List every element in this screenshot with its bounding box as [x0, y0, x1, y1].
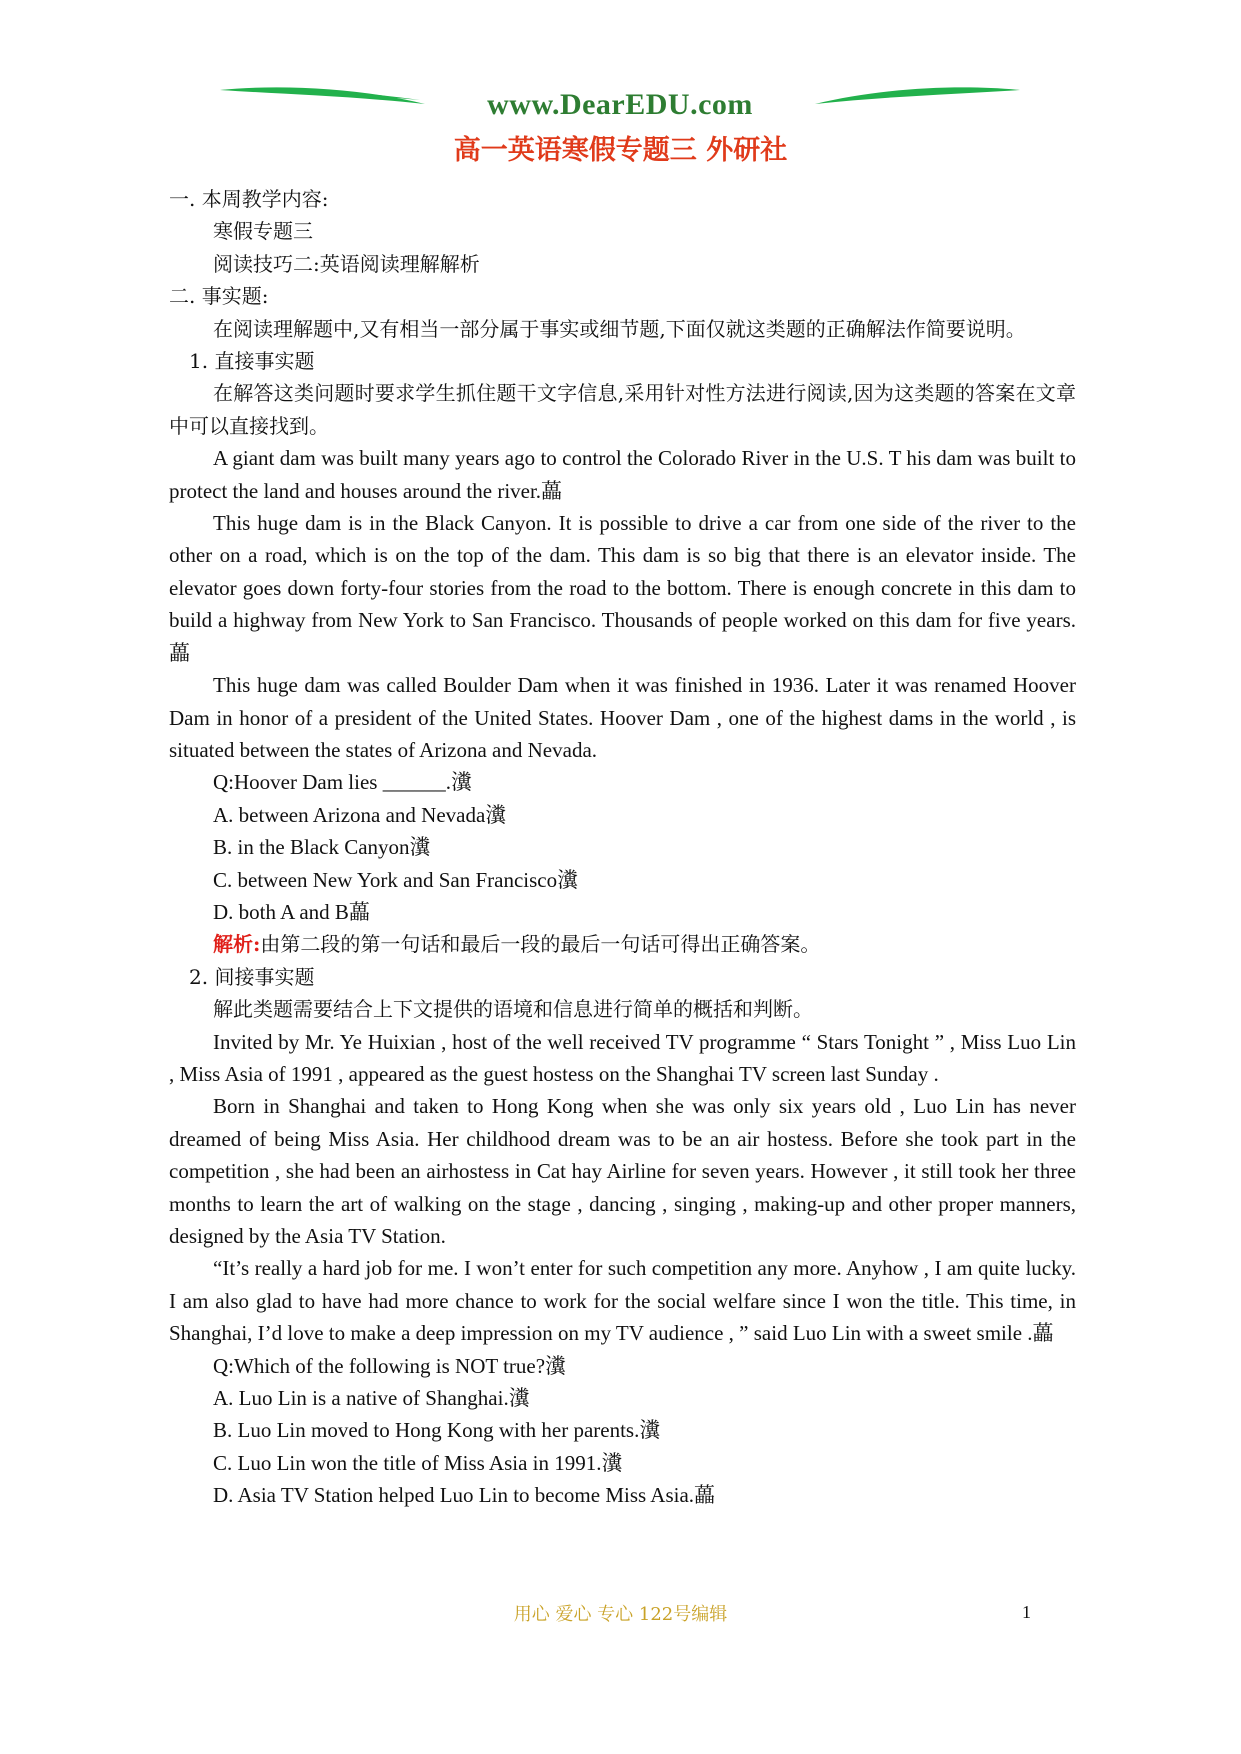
section2-intro: 在阅读理解题中,又有相当一部分属于事实或细节题,下面仅就这类题的正确解法作简要说明。 [213, 316, 1026, 341]
question2: Q:Which of the following is NOT true?瀵 [213, 1353, 567, 1378]
site-name: www.DearEDU.com [487, 88, 753, 121]
section1-line1: 寒假专题三 [213, 219, 313, 244]
explanation-text: 由第二段的第一句话和最后一段的最后一句话可得出正确答案。 [260, 932, 821, 957]
explanation-label: 解析: [213, 932, 261, 957]
section1-heading: 一. 本周教学内容: [169, 187, 329, 211]
passage2-paragraph1: Invited by Mr. Ye Huixian , host of the well received TV programme “ Stars Tonight ” , Miss Luo Lin , Miss Asia of 1991 , appeared as the guest hostess on the Shanghai TV screen last Sunday . [169, 1029, 1076, 1086]
subsection2-heading: 2. 间接事实题 [189, 964, 315, 989]
question2-option-d: D. Asia TV Station helped Luo Lin to become Miss Asia.藟 [213, 1483, 716, 1508]
subsection2-intro: 解此类题需要结合上下文提供的语境和信息进行简单的概括和判断。 [213, 997, 813, 1022]
passage1-paragraph1: A giant dam was built many years ago to control the Colorado River in the U.S. T his dam was built to protect the land and houses around the river.藟 [169, 446, 1076, 503]
footer-slogan: 用心 爱心 专心 122号编辑 [513, 1604, 728, 1625]
question2-option-a: A. Luo Lin is a native of Shanghai.瀵 [213, 1386, 530, 1411]
section2-heading: 二. 事实题: [169, 284, 269, 309]
page-title: 高一英语寒假专题三 外研社 [453, 135, 788, 166]
question1-explanation [169, 928, 1076, 960]
passage1-paragraph2: This huge dam is in the Black Canyon. It is possible to drive a car from one side of the river to the other on a road, which is on the top of the dam. This dam is so big that there is an elevator inside. The elevator goes down forty-four stories from the road to the bottom. There is enough concrete in this dam to build a highway from New York to San Francisco. Thousands of people worked on this dam for five years.藟 [169, 511, 1076, 665]
subsection1-intro: 在解答这类问题时要求学生抓住题干文字信息,采用针对性方法进行阅读,因为这类题的答案在文章中可以直接找到。 [169, 381, 1076, 438]
passage1-paragraph3: This huge dam was called Boulder Dam when it was finished in 1936. Later it was renamed Hoover Dam in honor of a president of the United States. Hoover Dam , one of the highest dams in the world , is situated between the states of Arizona and Nevada. [169, 673, 1076, 762]
question1-option-d: D. both A and B藟 [213, 899, 370, 924]
question2-option-b: B. Luo Lin moved to Hong Kong with her parents.瀵 [213, 1418, 661, 1443]
document-body [169, 183, 1076, 1512]
passage2-paragraph3: “It’s really a hard job for me. I won’t enter for such competition any more. Anyhow , I am quite lucky. I am also glad to have had more chance to work for the social welfare since I won the title. This time, in Shanghai, I’d love to make a deep impression on my TV audience , ” said Luo Lin with a sweet smile .藟 [169, 1256, 1076, 1346]
site-banner [220, 84, 1020, 124]
passage2-paragraph2: Born in Shanghai and taken to Hong Kong when she was only six years old , Luo Lin has never dreamed of being Miss Asia. Her childhood dream was to be an air hostess. Before she took part in the competition , she had been an airhostess in Cat hay Airline for seven years. However , it still took her three months to learn the art of walking on the stage , dancing , singing , making-up and other proper manners, designed by the Asia TV Station. [169, 1094, 1076, 1248]
question1-option-b: B. in the Black Canyon瀵 [213, 835, 431, 860]
question1-option-c: C. between New York and San Francisco瀵 [213, 867, 579, 892]
question1: Q:Hoover Dam lies ______.瀵 [213, 770, 472, 795]
section1-line2: 阅读技巧二:英语阅读理解解析 [213, 251, 480, 276]
page-number: 1 [1022, 1602, 1031, 1622]
question1-option-a: A. between Arizona and Nevada瀵 [213, 802, 507, 827]
question2-option-c: C. Luo Lin won the title of Miss Asia in 1991.瀵 [213, 1450, 623, 1475]
subsection1-heading: 1. 直接事实题 [189, 349, 315, 374]
